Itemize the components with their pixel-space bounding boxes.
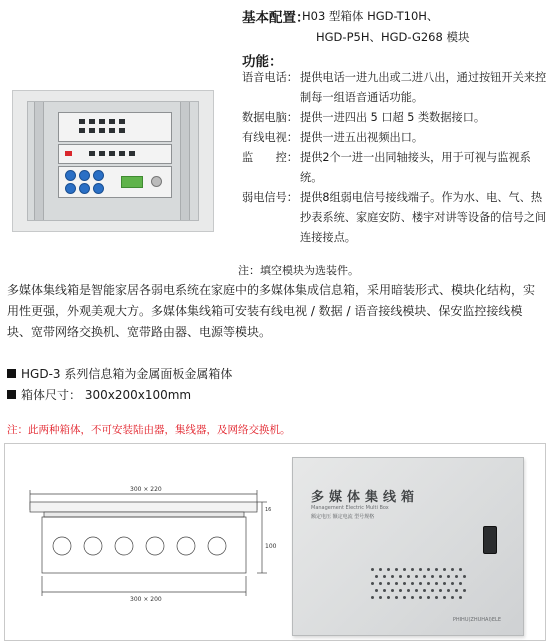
vent-hole — [431, 589, 434, 592]
product-description: 多媒体集线箱是智能家居各弱电系统在家庭中的多媒体集成信息箱，采用暗装形式、模块化结构，实用性更强，外观美观大方。多媒体集线箱可安装有线电视 / 数据 / 语音接线模块、保安监控接线模块、宽带网络交换机、宽带路由器、电源等模块。 — [7, 283, 536, 339]
data-module — [58, 144, 172, 164]
vent-hole — [447, 589, 450, 592]
vent-hole — [451, 596, 454, 599]
bullet-size — [7, 386, 191, 403]
functions-title: 功能： — [242, 54, 283, 70]
vent-hole — [455, 589, 458, 592]
vent-hole — [459, 582, 462, 585]
vent-hole — [387, 596, 390, 599]
vent-hole — [419, 596, 422, 599]
vent-hole — [443, 582, 446, 585]
vent-hole — [419, 568, 422, 571]
dimension-drawing — [12, 480, 277, 630]
vent-hole — [383, 589, 386, 592]
function-label: 有线电视： — [242, 131, 298, 144]
vent-hole — [463, 589, 466, 592]
vent-hole — [419, 582, 422, 585]
vent-hole — [387, 582, 390, 585]
vent-hole — [411, 582, 414, 585]
function-text: 提供电话一进九出或二进八出，通过按钮开关来控制每一组语音通话功能。 — [300, 71, 547, 104]
vent-hole — [379, 582, 382, 585]
vent-hole — [411, 568, 414, 571]
vent-hole — [427, 582, 430, 585]
vent-hole — [371, 582, 374, 585]
vent-hole — [427, 596, 430, 599]
vent-hole — [443, 568, 446, 571]
latch-icon — [483, 526, 497, 554]
warning-note: 注：此两种箱体，不可安装陆由器，集线器，及网络交换机。 — [7, 424, 291, 436]
lid-subtitle: Management Electric Multi Box — [311, 505, 389, 511]
vent-hole — [407, 589, 410, 592]
vent-hole — [403, 596, 406, 599]
vent-hole — [451, 568, 454, 571]
vent-hole — [379, 596, 382, 599]
vent-hole — [399, 589, 402, 592]
vent-hole — [403, 582, 406, 585]
function-label: 监 控： — [242, 151, 298, 164]
vent-hole — [375, 575, 378, 578]
vent-hole — [423, 589, 426, 592]
vent-hole — [387, 568, 390, 571]
vent-hole — [399, 575, 402, 578]
vent-hole — [439, 575, 442, 578]
vent-hole — [395, 596, 398, 599]
vent-hole — [439, 589, 442, 592]
tv-module — [58, 166, 172, 198]
optional-module-note: 注：填空模块为选装件。 — [238, 264, 359, 277]
function-text: 提供8组弱电信号接线端子。作为水、电、气、热抄表系统、家庭安防、楼宇对讲等设备的信号之间连接接点。 — [300, 191, 547, 244]
function-label: 弱电信号： — [242, 191, 298, 204]
vent-hole — [415, 575, 418, 578]
vent-hole — [423, 575, 426, 578]
function-text: 提供一进五出视频出口。 — [300, 131, 424, 144]
function-label: 数据电脑： — [242, 111, 298, 124]
vent-hole — [459, 596, 462, 599]
vent-hole — [375, 589, 378, 592]
vent-hole — [403, 568, 406, 571]
vent-hole — [431, 575, 434, 578]
function-text: 提供2个一进一出同轴接头，用于可视与监视系统。 — [300, 151, 531, 184]
function-item-voice — [242, 68, 547, 108]
vent-hole — [443, 596, 446, 599]
vent-hole — [435, 596, 438, 599]
dim-flange-label: 16 — [265, 507, 272, 513]
bullet-text: 箱体尺寸： 300x200x100mm — [21, 388, 192, 402]
bullet-square-icon — [7, 369, 16, 378]
config-line-1: H03 型箱体 HGD-T10H、 — [302, 9, 439, 23]
lid-brand: PHIHU(ZHUHAI)ELE — [452, 617, 501, 623]
voice-module — [58, 112, 172, 142]
bullet-square-icon — [7, 390, 16, 399]
bullet-series — [7, 365, 232, 382]
lid-spec: 额定电压 额定电流 型号规格 — [311, 514, 375, 520]
vent-hole — [435, 582, 438, 585]
dim-bottom-label: 300 × 200 — [130, 596, 162, 603]
vent-hole — [371, 568, 374, 571]
vent-hole — [427, 568, 430, 571]
vent-hole — [415, 589, 418, 592]
vent-hole — [379, 568, 382, 571]
function-text: 提供一进四出 5 口超 5 类数据接口。 — [300, 111, 486, 124]
vent-hole — [391, 575, 394, 578]
vent-hole — [455, 575, 458, 578]
cabinet-photo — [12, 90, 214, 232]
dim-top-label: 300 × 220 — [130, 486, 162, 493]
vent-hole — [447, 575, 450, 578]
vent-hole — [383, 575, 386, 578]
bullet-text: HGD-3 系列信息箱为金属面板金属箱体 — [21, 367, 233, 381]
vent-hole — [463, 575, 466, 578]
dim-depth-label: 100 — [265, 543, 277, 550]
vent-hole — [407, 575, 410, 578]
config-line-2: HGD-P5H、HGD-G268 模块 — [316, 30, 470, 44]
vent-hole — [411, 596, 414, 599]
box-lid-photo — [292, 457, 524, 636]
vent-hole — [391, 589, 394, 592]
vent-hole — [395, 582, 398, 585]
vent-hole — [395, 568, 398, 571]
vent-hole — [451, 582, 454, 585]
lid-title: 多媒体集线箱 — [311, 490, 420, 505]
vent-hole — [371, 596, 374, 599]
function-label: 语音电话： — [242, 71, 298, 84]
vent-hole — [435, 568, 438, 571]
vent-hole — [459, 568, 462, 571]
config-title: 基本配置： — [242, 10, 310, 26]
